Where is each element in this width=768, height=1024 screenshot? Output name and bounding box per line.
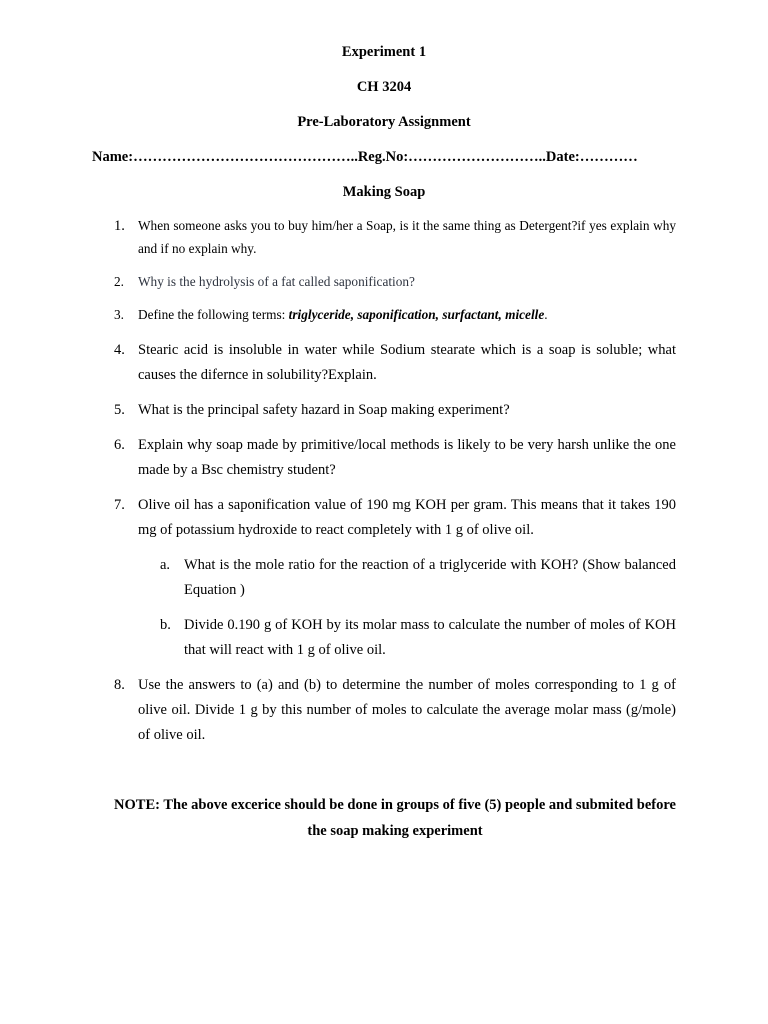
question-text: When someone asks you to buy him/her a Soap, is it the same thing as Detergent?if yes explain why and if no explain why. [138,218,676,256]
question-7a [160,553,676,603]
subquestion-letter: a. [160,557,171,573]
question-number: 3. [114,307,124,322]
question-3 [114,303,676,326]
topic-title: Making Soap [342,184,426,200]
question-number: 2. [114,274,124,289]
question-text-suffix: . [544,307,548,322]
question-text: Olive oil has a saponification value of 190 mg KOH per gram. This means that it takes 190 mg of potassium hydroxide to react completely with 1 g of olive oil. [138,497,676,538]
question-5 [114,398,676,423]
question-number: 4. [114,342,125,358]
question-terms: triglyceride, saponification, surfactant, micelle [288,307,545,322]
question-4 [114,338,676,388]
question-number: 6. [114,437,125,453]
experiment-title: Experiment 1 [341,44,427,60]
question-number: 8. [114,677,125,693]
question-7 [114,493,676,543]
question-2 [114,270,676,293]
question-7b [160,613,676,663]
question-number: 7. [114,497,125,513]
assignment-title: Pre-Laboratory Assignment [297,114,471,130]
question-text: Explain why soap made by primitive/local methods is likely to be very harsh unlike the one made by a Bsc chemistry student? [138,437,676,478]
question-number: 1. [114,218,125,234]
question-text [138,303,676,326]
subquestion-text: What is the mole ratio for the reaction of a triglyceride with KOH? (Show balanced Equation ) [184,557,676,598]
course-code: CH 3204 [356,79,412,95]
question-text: Use the answers to (a) and (b) to determine the number of moles corresponding to 1 g of olive oil. Divide 1 g by this number of moles to calculate the average molar mass (g/mole) of olive oil. [138,677,676,743]
submission-note: NOTE: The above excerice should be done in groups of five (5) people and submited before the soap making experiment [114,797,676,839]
question-8 [114,673,676,748]
subquestion-text: Divide 0.190 g of KOH by its molar mass to calculate the number of moles of KOH that will react with 1 g of olive oil. [184,617,676,658]
student-info-line: Name:………………………………………..Reg.No:………………………..Date:………… [92,149,638,165]
question-number: 5. [114,402,125,418]
question-text: Stearic acid is insoluble in water while Sodium stearate which is a soap is soluble; what causes the difernce in solubility?Explain. [138,342,676,383]
subquestion-letter: b. [160,617,171,633]
question-text: Why is the hydrolysis of a fat called saponification? [138,274,415,289]
question-text: What is the principal safety hazard in Soap making experiment? [138,402,510,418]
question-1 [114,214,676,260]
question-6 [114,433,676,483]
question-text-prefix: Define the following terms: [138,307,289,322]
